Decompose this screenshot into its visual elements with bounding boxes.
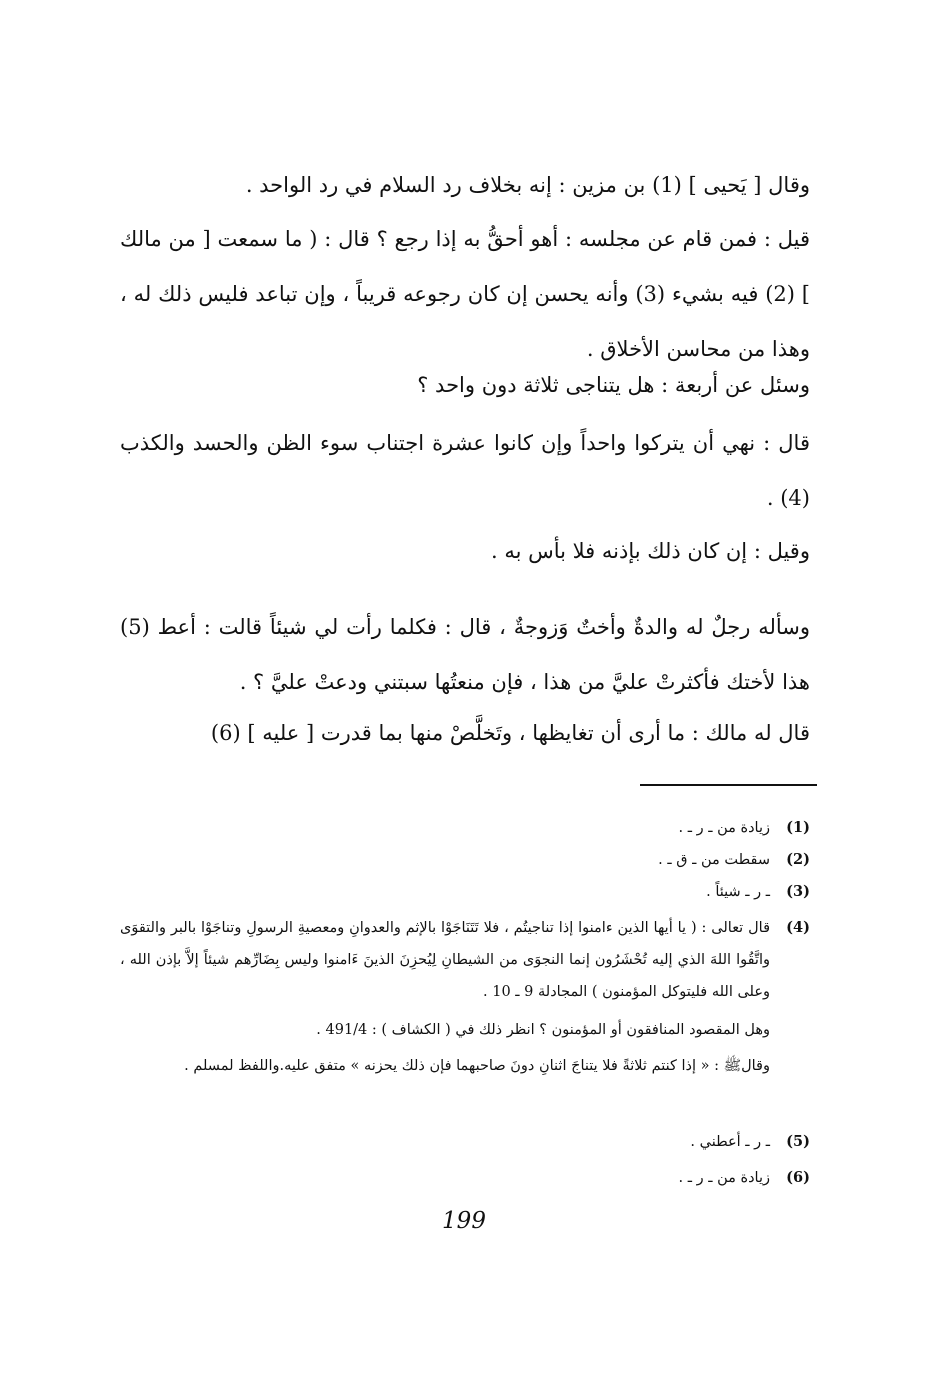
footnote-number: (3): [786, 883, 810, 900]
footnote-number: (5): [786, 1133, 810, 1150]
paragraph-6: وسأله رجلٌ له والدةٌ وأختٌ وَزوجةٌ ، قال : فكلما رأت لي شيئاً قالت : أعط (5) هذا لأختك فأكثرتْ عليَّ من هذا ، فإن منعتُها سبتني ودعتْ عليَّ ؟ .: [120, 615, 810, 694]
footnote-divider: [640, 784, 817, 786]
paragraph-4: قال : نهي أن يتركوا واحداً وإن كانوا عشرة اجتناب سوء الظن والحسد والكذب (4) .: [120, 431, 810, 510]
footnote-text: وهل المقصود المنافقون أو المؤمنون ؟ انظر ذلك في ( الكشاف ) : 491/4 .: [316, 1022, 770, 1038]
footnote-text: ـ ر ـ شيئاً .: [706, 884, 770, 900]
footnote-number: (1): [786, 819, 810, 836]
footnote-5: [120, 1126, 810, 1158]
footnote-4: [120, 912, 810, 1008]
paragraph-7: قال له مالك : ما أرى أن تغايظها ، وتَخلَّصْ منها بما قدرت [ عليه ] (6): [210, 721, 810, 745]
footnote-6: [120, 1162, 810, 1194]
footnote-text: قال تعالى : ( يا أيها الذين ءامنوا إذا تناجيتُم ، فلا تَتَنَاجَوْا بالإثم والعدوانِ ومعصيةِ الرسولِ وتناجَوْا بالبر والتقوَى واتَّقُوا اللهَ الذي إليه تُحْشَرُون إنما النجوَى من الشيطانِ لِيُحزِنَ الذينَ ءَامنوا وليس بِضَارِّهم شيئاً إلاَّ بإذن الله ، وعلى الله فليتوكل المؤمنون ) المجادلة 9 ـ 10 .: [120, 920, 770, 1000]
paragraph-2: قيل : فمن قام عن مجلسه : أهو أحقُّ به إذا رجع ؟ قال : ( ما سمعت [ من مالك ] (2) فيه بشيء (3) وأنه يحسن إن كان رجوعه قريباً ، وإن تباعد فليس ذلك له ، وهذا من محاسن الأخلاق .: [120, 227, 810, 361]
footnote-number: (6): [786, 1169, 810, 1186]
footnote-text: سقطت من ـ ق ـ .: [658, 852, 770, 868]
footnote-number: (2): [786, 851, 810, 868]
footnote-text: زيادة من ـ ر ـ .: [678, 820, 770, 836]
footnote-number: (4): [786, 919, 810, 936]
footnote-1: [120, 812, 810, 844]
page-number: 199: [442, 1208, 486, 1234]
footnote-text: وقالﷺ : « إذا كنتم ثلاثةً فلا يتناجَ اثنانِ دونَ صاحبهما فإن ذلك يحزنه » متفق عليه.واللفظ لمسلم .: [184, 1058, 770, 1074]
footnote-4-note-a: [120, 1014, 810, 1046]
footnote-text: زيادة من ـ ر ـ .: [678, 1170, 770, 1186]
footnote-3: [120, 876, 810, 908]
paragraph-3: وسئل عن أربعة : هل يتناجى ثلاثة دون واحد ؟: [417, 373, 810, 397]
footnote-text: ـ ر ـ أعطني .: [690, 1134, 770, 1150]
paragraph-5: وقيل : إن كان ذلك بإذنه فلا بأس به .: [490, 539, 810, 563]
paragraph-1: وقال [ يَحيى ] (1) بن مزين : إنه بخلاف رد السلام في رد الواحد .: [245, 173, 810, 197]
footnote-4-note-b: [120, 1050, 810, 1082]
footnote-2: [120, 844, 810, 876]
